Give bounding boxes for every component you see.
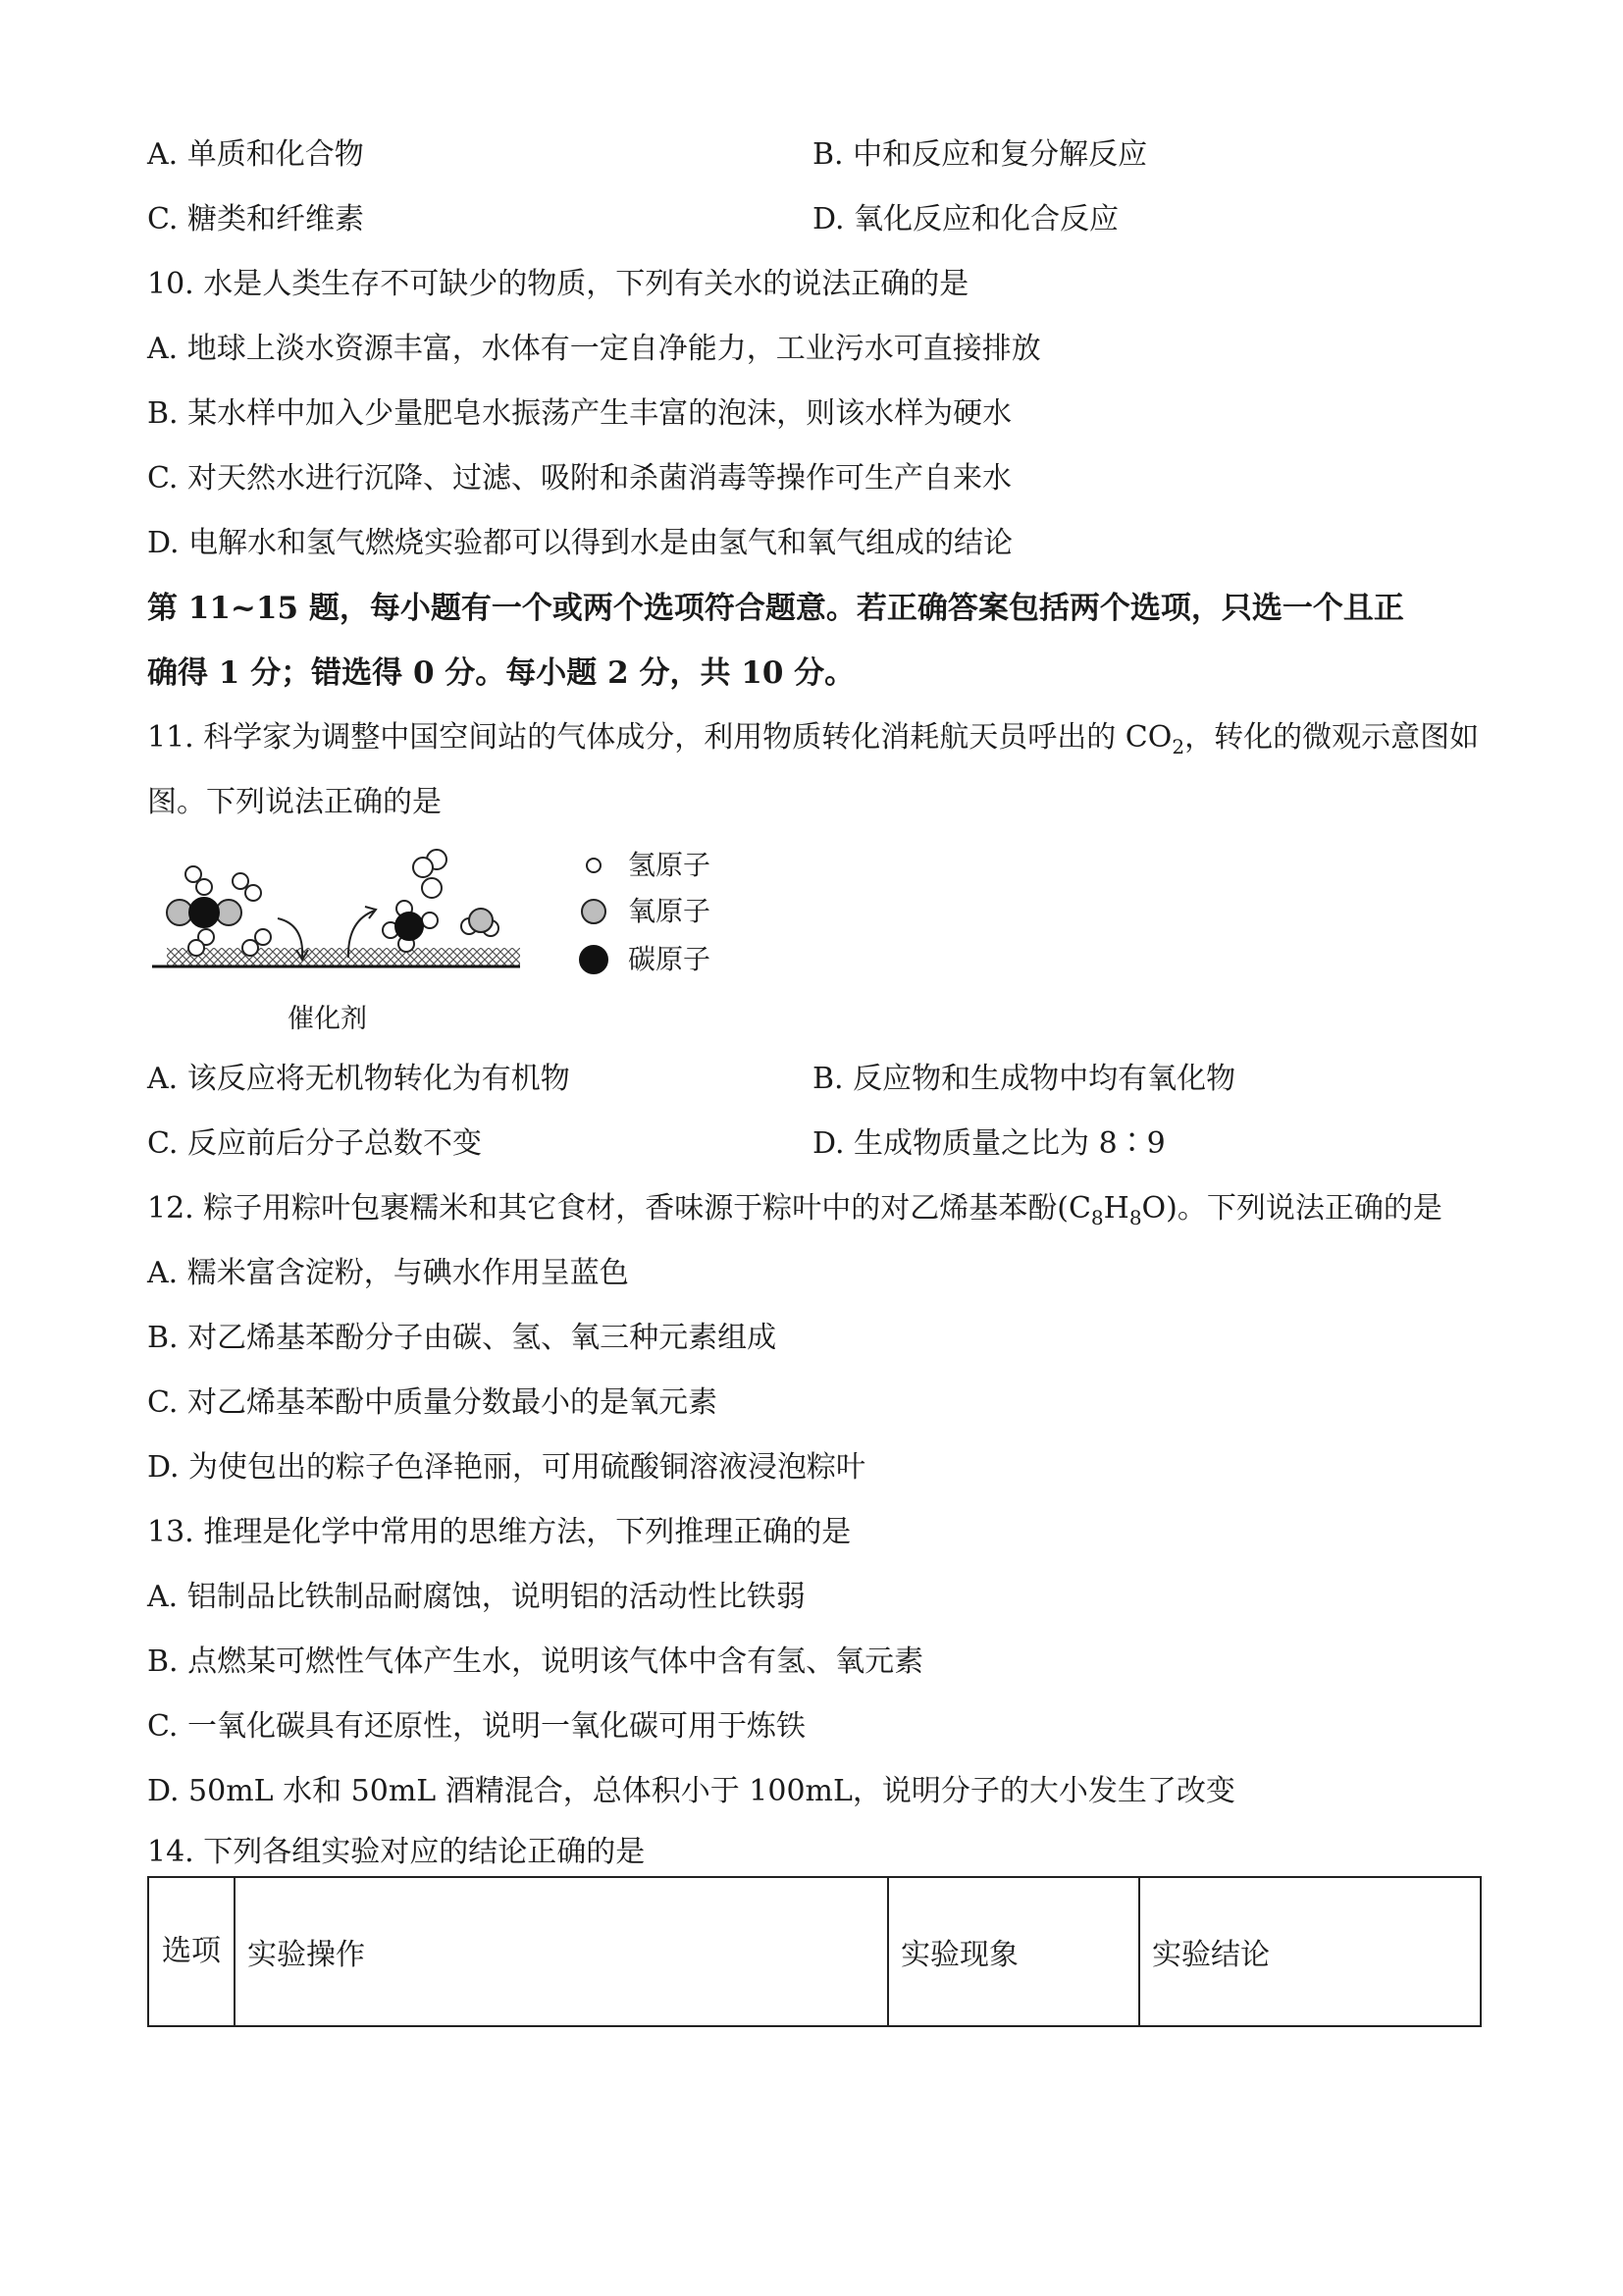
q11-option-b: B. 反应物和生成物中均有氧化物: [812, 1062, 1236, 1096]
hydrogen-atom-icon: [587, 859, 601, 872]
h2-molecule: [185, 866, 212, 895]
q11-stem: 11. 科学家为调整中国空间站的气体成分，利用物质转化消耗航天员呼出的 $CO_2$，转化的微观示意图如: [147, 720, 1480, 758]
table-header-cell: 实验现象: [888, 1877, 1139, 2026]
q14-stem: 14. 下列各组实验对应的结论正确的是: [147, 1835, 646, 1869]
q9-option-d: D. 氧化反应和化合反应: [812, 202, 1120, 236]
experiment-table: [147, 1876, 1482, 2027]
h2o-molecule: [422, 878, 442, 898]
q10-option-d: D. 电解水和氢气燃烧实验都可以得到水是由氢气和氧气组成的结论: [147, 526, 1014, 560]
q12-option-c: C. 对乙烯基苯酚中质量分数最小的是氧元素: [147, 1385, 717, 1420]
q12-stem: 12. 粽子用粽叶包裹糯米和其它食材，香味源于粽叶中的对乙烯基苯酚$(C_8H_8O)$。下列说法正确的是: [147, 1191, 1442, 1229]
q11-stem-line2: 图。下列说法正确的是: [147, 785, 442, 819]
q13-option-d: D. 50mL 水和 50mL 酒精混合，总体积小于 100mL，说明分子的大小发生了改变: [147, 1774, 1235, 1808]
legend-hydrogen: 氢原子: [628, 849, 711, 881]
ch4-molecule: [383, 901, 438, 952]
q11-option-c: C. 反应前后分子总数不变: [147, 1126, 482, 1161]
table-header-row: [148, 1877, 1481, 2026]
q12-option-d: D. 为使包出的粽子色泽艳丽，可用硫酸铜溶液浸泡粽叶: [147, 1450, 866, 1485]
table-header-cell: 选项: [148, 1877, 235, 2026]
q13-option-a: A. 铝制品比铁制品耐腐蚀，说明铝的活动性比铁弱: [147, 1580, 806, 1614]
oxygen-atom-icon: [582, 900, 605, 923]
section-instruction-line1: 第 11~15 题，每小题有一个或两个选项符合题意。若正确答案包括两个选项，只选一个且正: [147, 591, 1404, 626]
q9-option-b: B. 中和反应和复分解反应: [812, 137, 1148, 172]
q13-option-b: B. 点燃某可燃性气体产生水，说明该气体中含有氢、氧元素: [147, 1644, 924, 1679]
molecule-diagram: [147, 842, 736, 1038]
q11-option-d: D. 生成物质量之比为 8∶9: [812, 1126, 1166, 1161]
carbon-atom-icon: [580, 946, 607, 973]
q10-option-b: B. 某水样中加入少量肥皂水振荡产生丰富的泡沫，则该水样为硬水: [147, 396, 1013, 431]
legend-carbon: 碳原子: [628, 943, 711, 975]
table-header-cell: 实验操作: [235, 1877, 888, 2026]
catalyst-label: 催化剂: [288, 1004, 367, 1034]
section-instruction-line2: 确得 1 分；错选得 0 分。每小题 2 分，共 10 分。: [147, 655, 856, 691]
h2o-molecule: [461, 909, 498, 936]
q13-stem: 13. 推理是化学中常用的思维方法，下列推理正确的是: [147, 1515, 852, 1549]
q9-option-c: C. 糖类和纤维素: [147, 202, 364, 236]
q11-option-a: A. 该反应将无机物转化为有机物: [147, 1062, 570, 1096]
co2-molecule: [167, 898, 241, 927]
q10-option-a: A. 地球上淡水资源丰富，水体有一定自净能力，工业污水可直接排放: [147, 332, 1041, 366]
q12-option-b: B. 对乙烯基苯酚分子由碳、氢、氧三种元素组成: [147, 1321, 777, 1355]
h2-molecule: [233, 873, 261, 901]
q12-option-a: A. 糯米富含淀粉，与碘水作用呈蓝色: [147, 1256, 629, 1290]
q13-option-c: C. 一氧化碳具有还原性，说明一氧化碳可用于炼铁: [147, 1709, 806, 1744]
q10-stem: 10. 水是人类生存不可缺少的物质，下列有关水的说法正确的是: [147, 267, 969, 301]
q9-option-a: A. 单质和化合物: [147, 137, 364, 172]
catalyst-surface: [167, 948, 520, 965]
legend-oxygen: 氧原子: [628, 895, 711, 927]
table-header-cell: 实验结论: [1139, 1877, 1481, 2026]
h2-molecule: [413, 850, 446, 877]
q10-option-c: C. 对天然水进行沉降、过滤、吸附和杀菌消毒等操作可生产自来水: [147, 461, 1012, 496]
